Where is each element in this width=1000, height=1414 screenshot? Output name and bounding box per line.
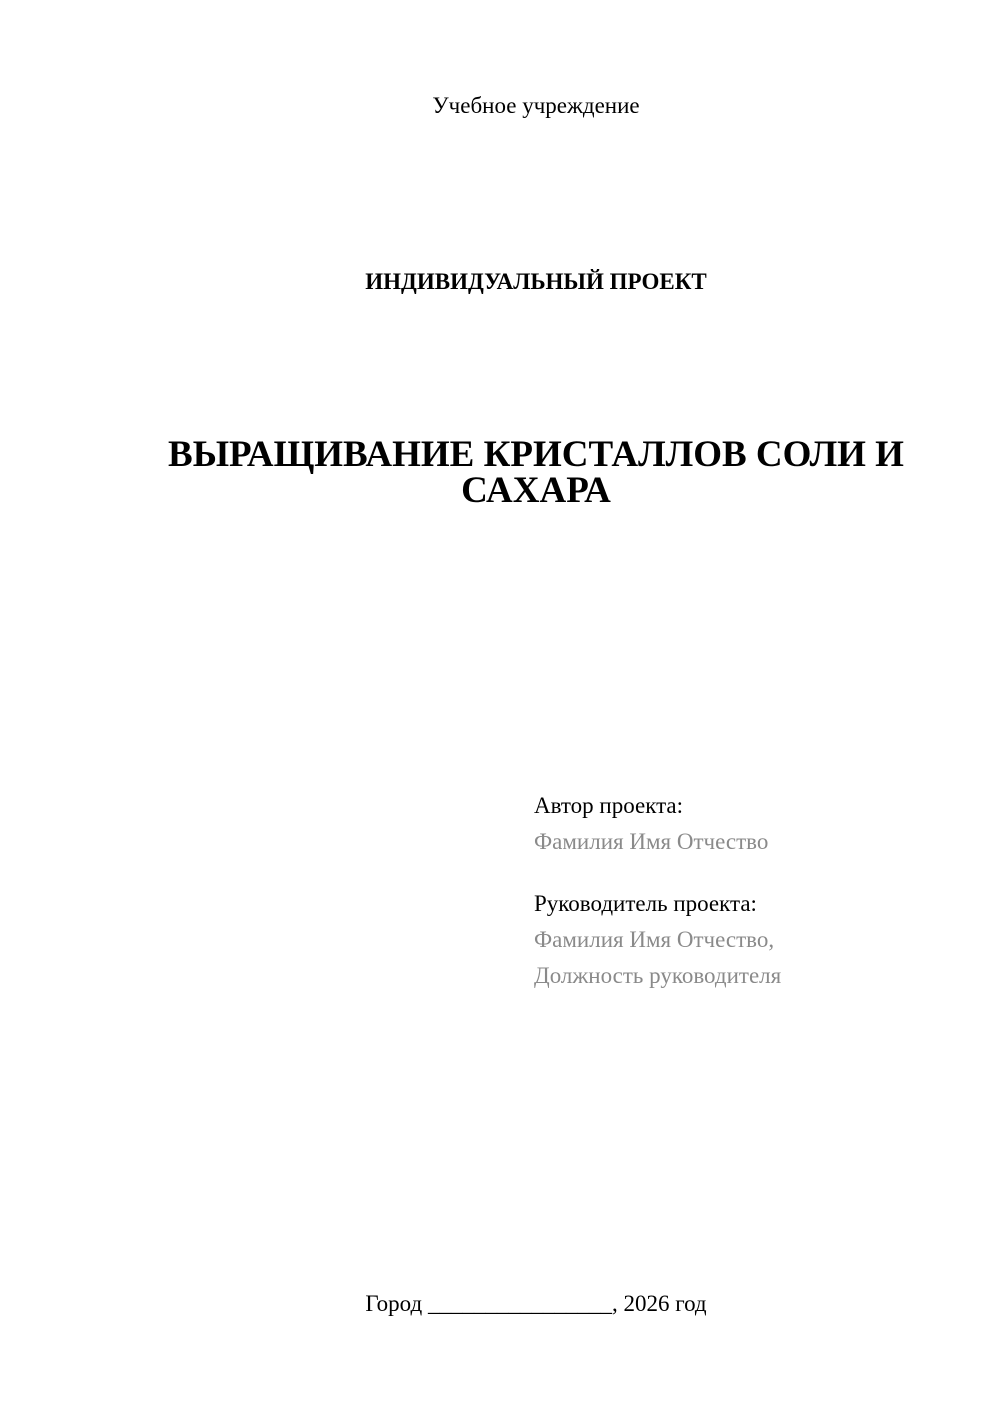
supervisor-label: Руководитель проекта: [534,891,757,916]
institution-name: Учебное учреждение [432,93,640,118]
author-label: Автор проекта: [534,793,683,818]
spacer [534,860,974,886]
city-year-footer: Город ________________, 2026 год [365,1291,707,1316]
supervisor-name: Фамилия Имя Отчество, [534,927,775,952]
author-name: Фамилия Имя Отчество [534,829,769,854]
supervisor-position: Должность руководителя [534,963,782,988]
project-title [130,434,942,511]
document-type: ИНДИВИДУАЛЬНЫЙ ПРОЕКТ [365,269,707,294]
project-title-line-1: ВЫРАЩИВАНИЕ КРИСТАЛЛОВ СОЛИ И [168,434,904,475]
project-title-line-2: САХАРА [461,470,611,511]
project-info [534,788,974,994]
